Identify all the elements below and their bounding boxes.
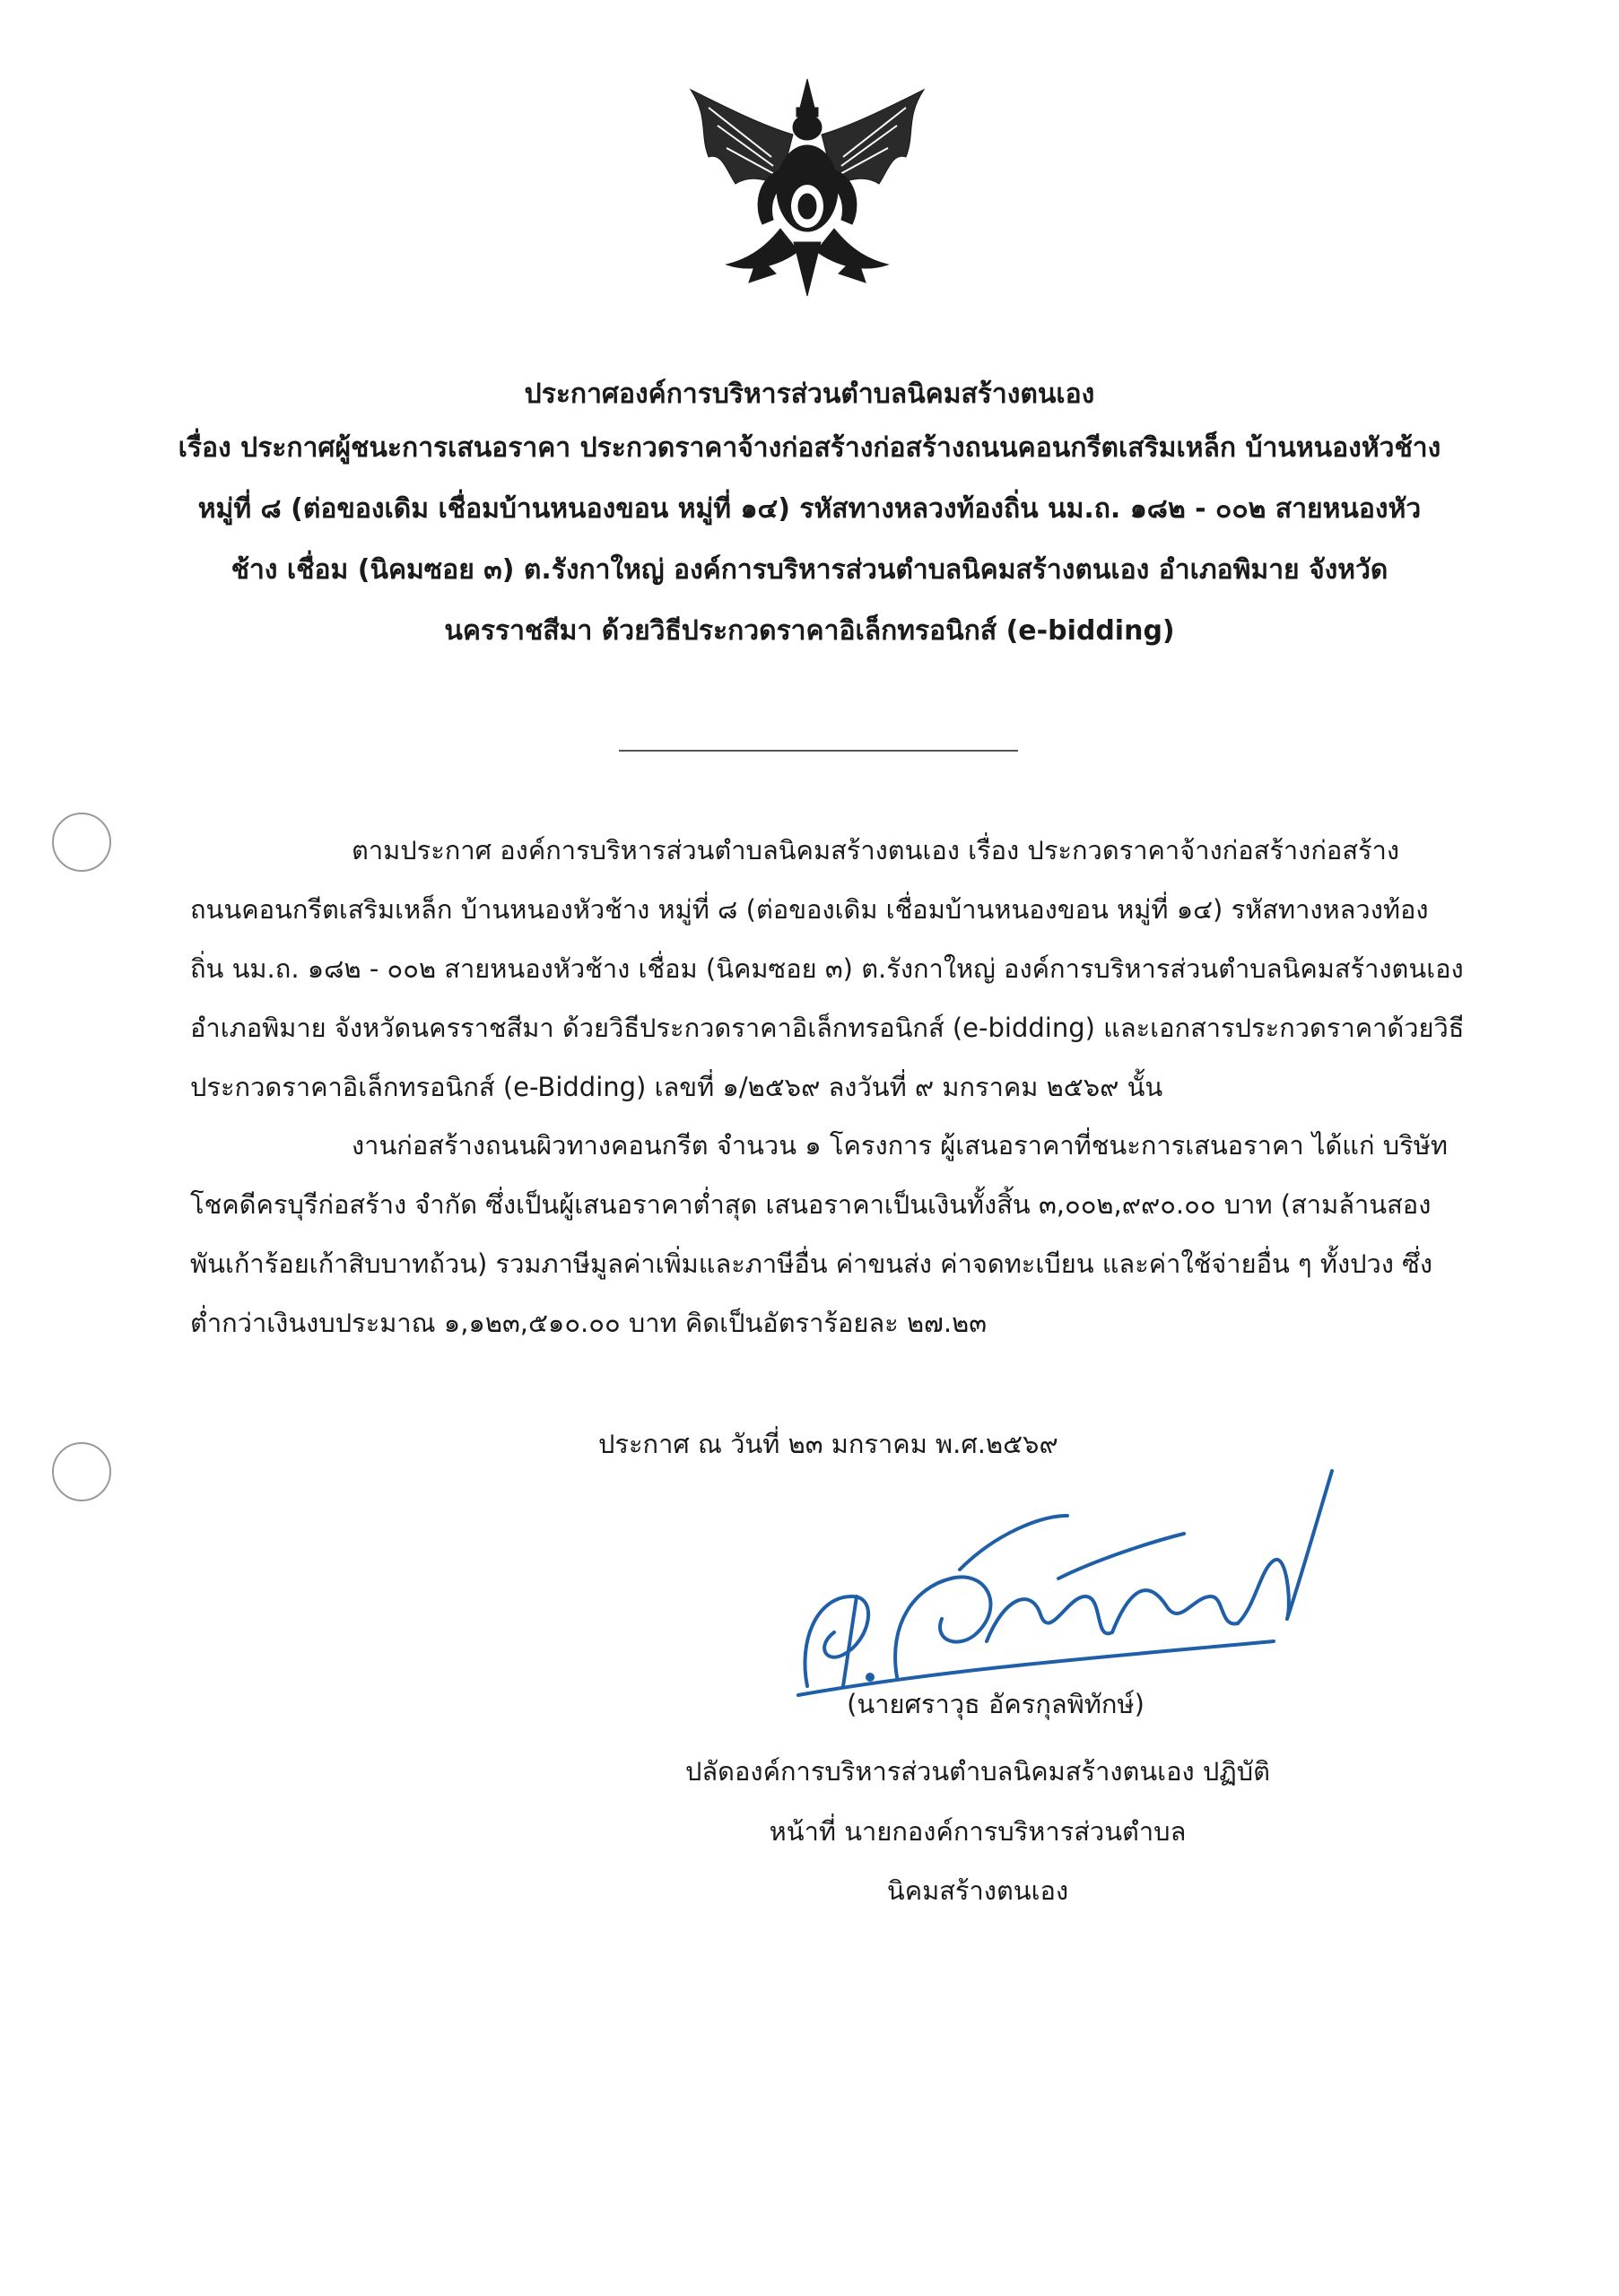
body-paragraph-1 — [190, 832, 1468, 1128]
subject-line: เรื่อง ประกาศผู้ชนะการเสนอราคา ประกวดราคาจ้างก่อสร้างก่อสร้างถนนคอนกรีตเสริมเหล็ก บ้านหนองหัวช้าง — [178, 432, 1441, 464]
paragraph-line: พันเก้าร้อยเก้าสิบบาทถ้วน) รวมภาษีมูลค่าเพิ่มและภาษีอื่น ค่าขนส่ง ค่าจดทะเบียน และค่าใช้จ่ายอื่น ๆ ทั้งปวง ซึ่ง — [190, 1248, 1433, 1279]
punch-hole — [52, 1442, 111, 1501]
separator-line — [619, 750, 1018, 752]
subject-line: นครราชสีมา ด้วยวิธีประกวดราคาอิเล็กทรอนิกส์ (e-bidding) — [444, 615, 1175, 647]
signer-position-line: หน้าที่ นายกองค์การบริหารส่วนตำบล — [769, 1816, 1187, 1847]
paragraph-line: อำเภอพิมาย จังหวัดนครราชสีมา ด้วยวิธีประกวดราคาอิเล็กทรอนิกส์ (e-bidding) และเอกสารประกวดราคาด้วยวิธี — [190, 1013, 1465, 1043]
paragraph-line: ตามประกาศ องค์การบริหารส่วนตำบลนิคมสร้างตนเอง เรื่อง ประกวดราคาจ้างก่อสร้างก่อสร้าง — [352, 835, 1400, 865]
signer-name: (นายศราวุธ อัครกุลพิทักษ์) — [847, 1689, 1145, 1719]
paragraph-line: ถนนคอนกรีตเสริมเหล็ก บ้านหนองหัวช้าง หมู่ที่ ๘ (ต่อของเดิม เชื่อมบ้านหนองขอน หมู่ที่ ๑๔) รหัสทางหลวงท้อง — [190, 894, 1429, 925]
announcement-subject — [126, 430, 1493, 674]
paragraph-line: ถิ่น นม.ถ. ๑๘๒ - ๐๐๒ สายหนองหัวช้าง เชื่อม (นิคมซอย ๓) ต.รังกาใหญ่ องค์การบริหารส่วนตำบลนิคมสร้างตนเอง — [190, 953, 1464, 984]
subject-line: ช้าง เชื่อม (นิคมซอย ๓) ต.รังกาใหญ่ องค์การบริหารส่วนตำบลนิคมสร้างตนเอง อำเภอพิมาย จังหวัด — [231, 554, 1388, 586]
paragraph-line: งานก่อสร้างถนนผิวทางคอนกรีต จำนวน ๑ โครงการ ผู้เสนอราคาที่ชนะการเสนอราคา ได้แก่ บริษัท — [352, 1130, 1448, 1161]
handwritten-signature — [771, 1462, 1345, 1704]
paragraph-line: ประกวดราคาอิเล็กทรอนิกส์ (e-Bidding) เลขที่ ๑/๒๕๖๙ ลงวันที่ ๙ มกราคม ๒๕๖๙ นั้น — [190, 1072, 1163, 1102]
body-paragraph-2 — [190, 1127, 1468, 1364]
signer-position-line: นิคมสร้างตนเอง — [886, 1875, 1069, 1906]
paragraph-line: ต่ำกว่าเงินงบประมาณ ๑,๑๒๓,๕๑๐.๐๐ บาท คิดเป็นอัตราร้อยละ ๒๗.๒๓ — [190, 1308, 988, 1338]
punch-hole — [52, 813, 111, 872]
garuda-emblem-icon — [673, 72, 942, 314]
subject-line: หมู่ที่ ๘ (ต่อของเดิม เชื่อมบ้านหนองขอน หมู่ที่ ๑๔) รหัสทางหลวงท้องถิ่น นม.ถ. ๑๘๒ - ๐๐๒ สายหนองหัว — [197, 493, 1422, 525]
announcement-date: ประกาศ ณ วันที่ ๒๓ มกราคม พ.ศ.๒๕๖๙ — [598, 1429, 1058, 1459]
announcement-title: ประกาศองค์การบริหารส่วนตำบลนิคมสร้างตนเอง — [524, 378, 1095, 410]
paragraph-line: โชคดีครบุรีก่อสร้าง จำกัด ซึ่งเป็นผู้เสนอราคาต่ำสุด เสนอราคาเป็นเงินทั้งสิ้น ๓,๐๐๒,๙๙๐.๐๐ บาท (สามล้านสอง — [190, 1189, 1432, 1220]
signer-position-line: ปลัดองค์การบริหารส่วนตำบลนิคมสร้างตนเอง ปฏิบัติ — [684, 1756, 1271, 1787]
